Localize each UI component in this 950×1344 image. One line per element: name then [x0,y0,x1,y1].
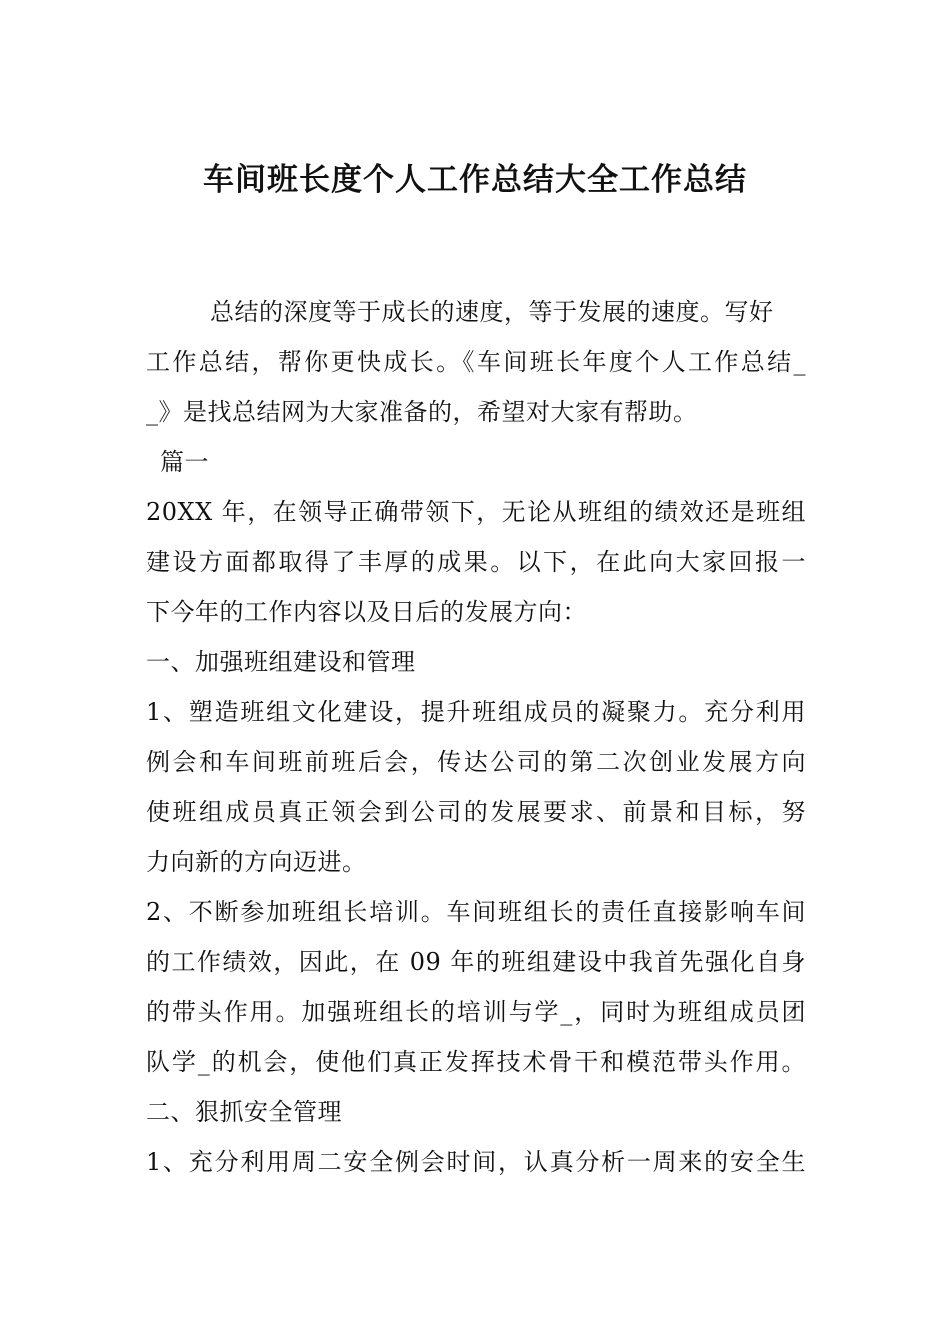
paragraph-line: 的带头作用。加强班组长的培训与学_，同时为班组成员团 [146,998,806,1026]
paragraph-line: 例会和车间班前班后会，传达公司的第二次创业发展方向 [146,748,806,776]
document-body [146,287,816,1187]
section-heading: 篇一 [160,448,209,476]
paragraph-line: 总结的深度等于成长的速度，等于发展的速度。写好 [210,298,774,326]
paragraph-line: 工作总结，帮你更快成长。《车间班长年度个人工作总结_ [146,348,806,376]
paragraph-line: 下今年的工作内容以及日后的发展方向： [146,598,587,626]
paragraph-line: 的工作绩效，因此，在 09 年的班组建设中我首先强化自身 [146,948,806,976]
paragraph-line: _》是找总结网为大家准备的，希望对大家有帮助。 [146,398,698,426]
section-heading: 一、加强班组建设和管理 [146,648,416,676]
paragraph-line: 20XX 年，在领导正确带领下，无论从班组的绩效还是班组 [146,498,806,526]
paragraph-line: 建设方面都取得了丰厚的成果。以下，在此向大家回报一 [146,548,806,576]
paragraph-line: 力向新的方向迈进。 [146,848,367,876]
paragraph-line: 1、塑造班组文化建设，提升班组成员的凝聚力。充分利用 [146,698,806,726]
paragraph-line: 1、充分利用周二安全例会时间，认真分析一周来的安全生 [146,1148,806,1176]
section-heading: 二、狠抓安全管理 [146,1098,342,1126]
document-title: 车间班长度个人工作总结大全工作总结 [203,162,747,198]
paragraph-line: 队学_的机会，使他们真正发挥技术骨干和模范带头作用。 [146,1048,806,1076]
paragraph-line: 2、不断参加班组长培训。车间班组长的责任直接影响车间 [146,898,806,926]
paragraph-line: 使班组成员真正领会到公司的发展要求、前景和目标，努 [146,798,806,826]
